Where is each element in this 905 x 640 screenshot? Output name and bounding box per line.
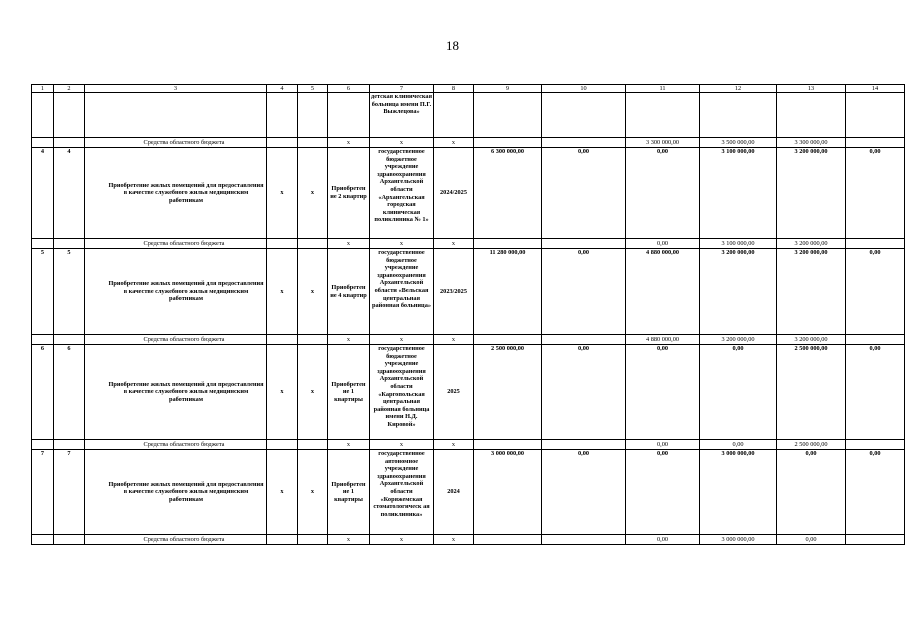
amount-cell: 3 100 000,00: [700, 239, 777, 249]
funding-label: Средства областного бюджета: [85, 335, 267, 345]
amount-cell: 3 200 000,00: [777, 148, 846, 239]
table-cell: [298, 440, 328, 450]
measure-name: Приобретение жилых помещений для предоставления в качестве служебного жилья медицинским работникам: [85, 249, 267, 335]
amount-cell: 11 280 000,00: [474, 249, 542, 335]
table-cell: [267, 440, 298, 450]
table-cell: х: [434, 535, 474, 545]
header-row: [32, 85, 905, 93]
table-cell: х: [370, 138, 434, 148]
institution-cell: детская клиническая больница имени П.Г. Выжлецова»: [370, 93, 434, 138]
amount-cell: 3 000 000,00: [700, 535, 777, 545]
table-cell: [32, 535, 54, 545]
funding-row: [32, 440, 905, 450]
table-cell: [267, 535, 298, 545]
table-cell: х: [328, 239, 370, 249]
table-cell: [54, 93, 85, 138]
table-cell: [32, 138, 54, 148]
table-cell: х: [328, 535, 370, 545]
column-number: 8: [434, 85, 474, 93]
table-cell: [32, 239, 54, 249]
table-cell: [328, 93, 370, 138]
column-number: 5: [298, 85, 328, 93]
amount-cell: [474, 335, 542, 345]
funding-label: Средства областного бюджета: [85, 239, 267, 249]
table-cell: [542, 93, 626, 138]
funding-label: Средства областного бюджета: [85, 138, 267, 148]
measure-name: Приобретение жилых помещений для предоставления в качестве служебного жилья медицинским работникам: [85, 148, 267, 239]
amount-cell: 0,00: [700, 345, 777, 440]
amount-cell: 3 500 000,00: [700, 138, 777, 148]
table-cell: х: [267, 148, 298, 239]
column-number: 10: [542, 85, 626, 93]
table-cell: х: [434, 335, 474, 345]
table-cell: х: [328, 138, 370, 148]
table-cell: [85, 93, 267, 138]
table-cell: [54, 335, 85, 345]
table-cell: х: [298, 450, 328, 535]
amount-cell: 0,00: [626, 239, 700, 249]
table-cell: [298, 535, 328, 545]
column-number: 4: [267, 85, 298, 93]
purchase-cell: Приобретен ие 1 квартиры: [328, 345, 370, 440]
measure-name: Приобретение жилых помещений для предоставления в качестве служебного жилья медицинским работникам: [85, 450, 267, 535]
purchase-cell: Приобретен ие 2 квартир: [328, 148, 370, 239]
table-cell: х: [434, 239, 474, 249]
amount-cell: 0,00: [846, 249, 905, 335]
table-cell: [54, 440, 85, 450]
amount-cell: 2 500 000,00: [474, 345, 542, 440]
amount-cell: [474, 138, 542, 148]
row-number: 6: [54, 345, 85, 440]
amount-cell: 2 500 000,00: [777, 440, 846, 450]
column-number: 1: [32, 85, 54, 93]
amount-cell: 0,00: [777, 450, 846, 535]
amount-cell: 3 200 000,00: [777, 239, 846, 249]
column-number: 9: [474, 85, 542, 93]
amount-cell: 3 000 000,00: [700, 450, 777, 535]
table-cell: х: [328, 335, 370, 345]
table-cell: х: [370, 239, 434, 249]
amount-cell: 0,00: [846, 148, 905, 239]
table-cell: [777, 93, 846, 138]
table-cell: [846, 93, 905, 138]
row-number: 7: [54, 450, 85, 535]
amount-cell: 0,00: [542, 450, 626, 535]
table-cell: [267, 93, 298, 138]
amount-cell: [846, 239, 905, 249]
row-number: 7: [32, 450, 54, 535]
amount-cell: 0,00: [626, 535, 700, 545]
row-number: 5: [32, 249, 54, 335]
period-cell: 2025: [434, 345, 474, 440]
funding-label: Средства областного бюджета: [85, 440, 267, 450]
funding-label: Средства областного бюджета: [85, 535, 267, 545]
budget-table: [31, 84, 905, 545]
table-cell: [54, 138, 85, 148]
table-row: [32, 345, 905, 440]
amount-cell: 4 880 000,00: [626, 249, 700, 335]
amount-cell: 3 200 000,00: [700, 249, 777, 335]
amount-cell: 4 880 000,00: [626, 335, 700, 345]
purchase-cell: Приобретен ие 4 квартир: [328, 249, 370, 335]
column-number: 11: [626, 85, 700, 93]
period-cell: 2023/2025: [434, 249, 474, 335]
table-cell: х: [267, 249, 298, 335]
column-number: 7: [370, 85, 434, 93]
amount-cell: 3 200 000,00: [700, 335, 777, 345]
table-cell: [54, 239, 85, 249]
institution-cell: государственное бюджетное учреждение здравоохранения Архангельской области «Архангельская городская клиническая поликлиника № 1»: [370, 148, 434, 239]
amount-cell: 0,00: [542, 249, 626, 335]
row-number: 4: [32, 148, 54, 239]
table-cell: [434, 93, 474, 138]
period-cell: 2024/2025: [434, 148, 474, 239]
period-cell: 2024: [434, 450, 474, 535]
table-cell: х: [434, 138, 474, 148]
amount-cell: [474, 535, 542, 545]
funding-row: [32, 239, 905, 249]
amount-cell: 0,00: [542, 345, 626, 440]
amount-cell: [846, 440, 905, 450]
amount-cell: 3 200 000,00: [777, 249, 846, 335]
amount-cell: 2 500 000,00: [777, 345, 846, 440]
row-number: 6: [32, 345, 54, 440]
institution-cell: государственное бюджетное учреждение здравоохранения Архангельской области «Каргопольская центральная районная больница имени Н.Д. Кировой»: [370, 345, 434, 440]
table-cell: х: [298, 345, 328, 440]
continuation-row: [32, 93, 905, 138]
table-cell: [298, 239, 328, 249]
amount-cell: 0,00: [700, 440, 777, 450]
amount-cell: 3 300 000,00: [626, 138, 700, 148]
amount-cell: 0,00: [626, 450, 700, 535]
table-cell: [267, 138, 298, 148]
funding-row: [32, 138, 905, 148]
column-number: 2: [54, 85, 85, 93]
table-cell: [474, 93, 542, 138]
institution-cell: государственное автономное учреждение здравоохранения Архангельской области «Коряжемская стоматологическ ая поликлиника»: [370, 450, 434, 535]
amount-cell: 3 200 000,00: [777, 335, 846, 345]
amount-cell: [846, 138, 905, 148]
purchase-cell: Приобретен ие 1 квартиры: [328, 450, 370, 535]
table-cell: [298, 335, 328, 345]
amount-cell: 0,00: [626, 440, 700, 450]
table-cell: х: [370, 335, 434, 345]
table-cell: х: [370, 535, 434, 545]
table-cell: [32, 440, 54, 450]
table-row: [32, 450, 905, 535]
column-number: 12: [700, 85, 777, 93]
table-row: [32, 249, 905, 335]
table-cell: [267, 335, 298, 345]
amount-cell: 0,00: [542, 148, 626, 239]
amount-cell: 0,00: [846, 450, 905, 535]
table-cell: [626, 93, 700, 138]
row-number: 4: [54, 148, 85, 239]
table-cell: х: [370, 440, 434, 450]
amount-cell: 3 300 000,00: [777, 138, 846, 148]
table-cell: [32, 93, 54, 138]
page-number: 18: [446, 38, 459, 53]
column-number: 3: [85, 85, 267, 93]
table-cell: х: [267, 450, 298, 535]
amount-cell: [542, 440, 626, 450]
amount-cell: 0,00: [846, 345, 905, 440]
amount-cell: 6 300 000,00: [474, 148, 542, 239]
table-cell: [700, 93, 777, 138]
measure-name: Приобретение жилых помещений для предоставления в качестве служебного жилья медицинским работникам: [85, 345, 267, 440]
funding-row: [32, 335, 905, 345]
amount-cell: [542, 335, 626, 345]
amount-cell: [846, 335, 905, 345]
table-cell: х: [434, 440, 474, 450]
table-cell: х: [298, 148, 328, 239]
amount-cell: 3 000 000,00: [474, 450, 542, 535]
column-number: 6: [328, 85, 370, 93]
amount-cell: 0,00: [626, 345, 700, 440]
table-cell: [298, 138, 328, 148]
amount-cell: [846, 535, 905, 545]
table-cell: [267, 239, 298, 249]
table-cell: [54, 535, 85, 545]
column-number: 13: [777, 85, 846, 93]
amount-cell: 3 100 000,00: [700, 148, 777, 239]
institution-cell: государственное бюджетное учреждение здравоохранения Архангельской области «Вельская центральная районная больница»: [370, 249, 434, 335]
table-row: [32, 148, 905, 239]
amount-cell: [542, 239, 626, 249]
amount-cell: [474, 239, 542, 249]
table-cell: х: [328, 440, 370, 450]
amount-cell: [474, 440, 542, 450]
funding-row: [32, 535, 905, 545]
table-cell: х: [267, 345, 298, 440]
amount-cell: [542, 535, 626, 545]
amount-cell: [542, 138, 626, 148]
table-cell: [32, 335, 54, 345]
table-cell: [298, 93, 328, 138]
column-number: 14: [846, 85, 905, 93]
table-cell: х: [298, 249, 328, 335]
amount-cell: 0,00: [777, 535, 846, 545]
row-number: 5: [54, 249, 85, 335]
amount-cell: 0,00: [626, 148, 700, 239]
